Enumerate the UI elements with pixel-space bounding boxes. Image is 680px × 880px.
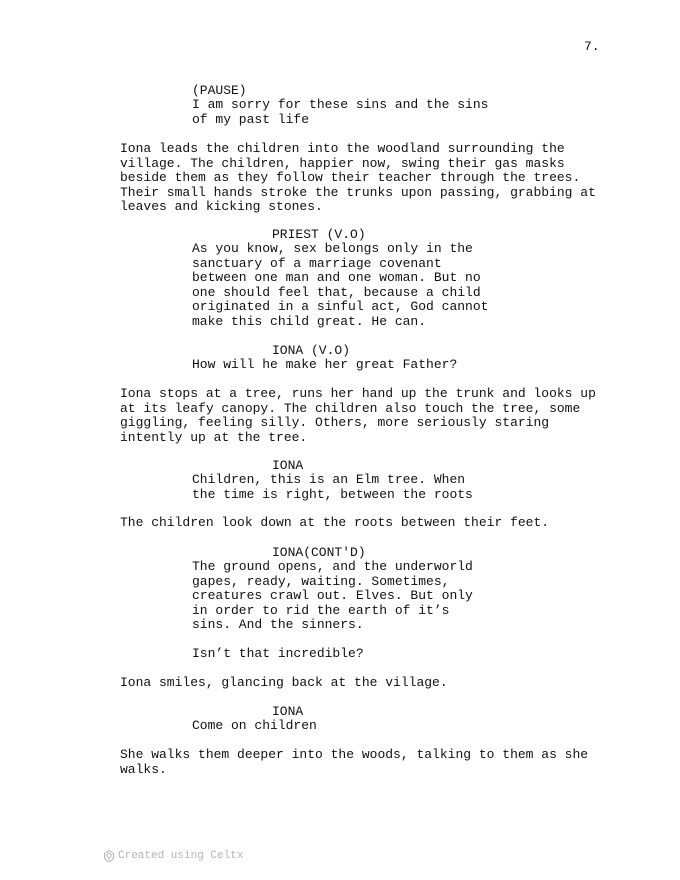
dialogue-sorry: I am sorry for these sins and the sins of my past life [192,97,489,127]
character-iona-final: IONA [272,704,304,719]
parenthetical-pause: (PAUSE) [192,83,247,98]
dialogue-underworld: The ground opens, and the underworld gapes, ready, waiting. Sometimes, creatures crawl out. Elves. But only in order to rid the earth of it’s sins. And the sinners. [192,559,473,632]
footer-text: Created using Celtx [118,850,244,862]
page-number: 7. [584,39,600,54]
dialogue-incredible: Isn’t that incredible? [192,646,364,661]
character-iona-contd: IONA(CONT'D) [272,545,366,560]
action-smiles: Iona smiles, glancing back at the village. [120,675,448,690]
dialogue-priest: As you know, sex belongs only in the sanctuary of a marriage covenant between one man and one woman. But no one should feel that, because a child originated in a sinful act, God cannot make this child great. He can. [192,241,489,329]
action-tree: Iona stops at a tree, runs her hand up the trunk and looks up at its leafy canopy. The children also touch the tree, some giggling, feeling silly. Others, more seriously staring intently up at the tree. [120,386,596,445]
character-priest: PRIEST (V.O) [272,227,366,242]
character-iona-vo: IONA (V.O) [272,343,351,358]
footer-credit [104,849,243,864]
celtx-logo-icon [104,850,114,862]
dialogue-iona-question: How will he make her great Father? [192,357,458,372]
action-roots: The children look down at the roots between their feet. [120,515,550,530]
character-iona: IONA [272,458,304,473]
action-woodland: Iona leads the children into the woodland surrounding the village. The children, happier now, swing their gas masks beside them as they follow their teacher through the trees. Their small hands stroke the trunks upon passing, grabbing at leaves and kicking stones. [120,141,596,214]
action-deeper: She walks them deeper into the woods, talking to them as she walks. [120,747,589,777]
dialogue-elm-tree: Children, this is an Elm tree. When the time is right, between the roots [192,472,473,502]
dialogue-come-on: Come on children [192,718,317,733]
